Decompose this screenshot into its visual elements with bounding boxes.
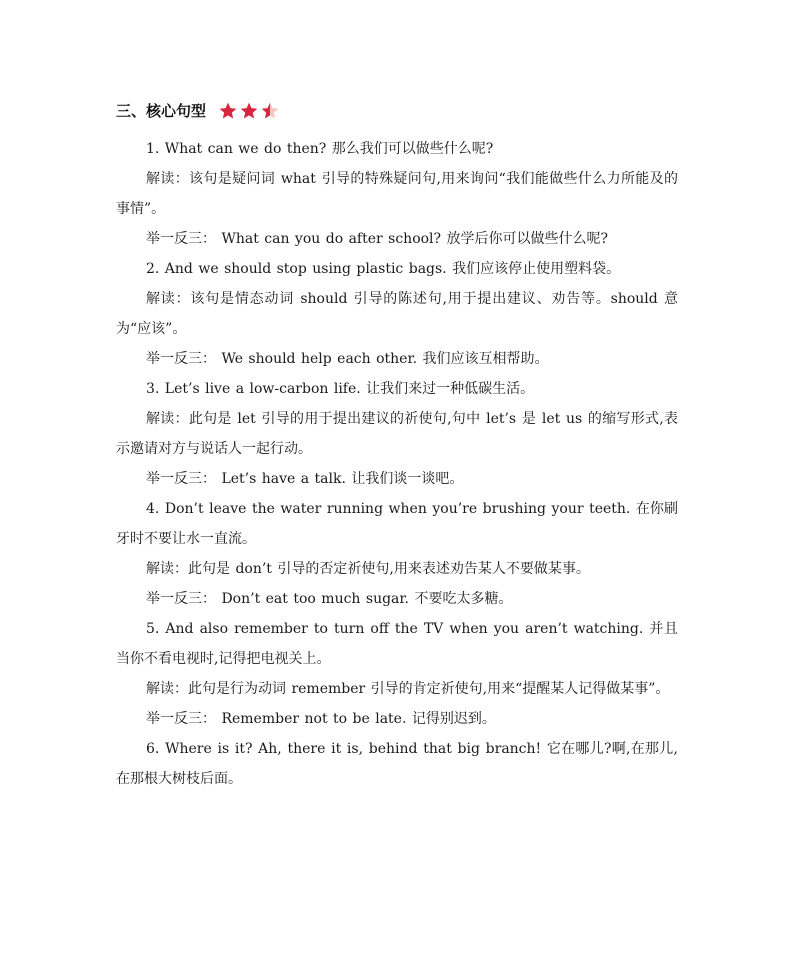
explanation-3: 解读：此句是 let 引导的用于提出建议的祈使句,句中 let’s 是 let us 的缩写形式,表示邀请对方与说话人一起行动。 bbox=[116, 411, 678, 457]
section-title: 三、核心句型 bbox=[116, 102, 207, 120]
explanation-5: 解读：此句是行为动词 remember 引导的肯定祈使句,用来“提醒某人记得做某事”。 bbox=[146, 681, 670, 697]
example-4: 举一反三： Don’t eat too much sugar. 不要吃太多糖。 bbox=[146, 591, 513, 607]
example-2: 举一反三： We should help each other. 我们应该互相帮助。 bbox=[146, 351, 549, 367]
sentence-6: 6. Where is it? Ah, there it is, behind that big branch! 它在哪儿?啊,在那儿,在那根大树枝后面。 bbox=[116, 741, 678, 787]
explanation-1: 解读：该句是疑问词 what 引导的特殊疑问句,用来询问“我们能做些什么力所能及的事情”。 bbox=[116, 171, 678, 217]
star-half-icon bbox=[260, 101, 280, 121]
sentence-1: 1. What can we do then? 那么我们可以做些什么呢? bbox=[146, 141, 494, 157]
star-icon-1 bbox=[218, 101, 238, 121]
sentence-5: 5. And also remember to turn off the TV when you aren’t watching. 并且当你不看电视时,记得把电视关上。 bbox=[116, 621, 678, 667]
sentence-4: 4. Don’t leave the water running when you’re brushing your teeth. 在你刷牙时不要让水一直流。 bbox=[116, 501, 678, 547]
example-5: 举一反三： Remember not to be late. 记得别迟到。 bbox=[146, 711, 496, 727]
star-icon-2 bbox=[239, 101, 259, 121]
example-3: 举一反三： Let’s have a talk. 让我们谈一谈吧。 bbox=[146, 471, 464, 487]
star-rating bbox=[218, 101, 280, 121]
sentence-2: 2. And we should stop using plastic bags. 我们应该停止使用塑料袋。 bbox=[146, 261, 621, 277]
sentence-3: 3. Let’s live a low-carbon life. 让我们来过一种低碳生活。 bbox=[146, 381, 535, 397]
example-1: 举一反三： What can you do after school? 放学后你可以做些什么呢? bbox=[146, 231, 608, 247]
section-heading bbox=[116, 100, 280, 122]
explanation-2: 解读：该句是情态动词 should 引导的陈述句,用于提出建议、劝告等。should 意为“应该”。 bbox=[116, 291, 678, 337]
explanation-4: 解读：此句是 don’t 引导的否定祈使句,用来表述劝告某人不要做某事。 bbox=[146, 561, 590, 577]
sentence-list bbox=[116, 134, 678, 794]
